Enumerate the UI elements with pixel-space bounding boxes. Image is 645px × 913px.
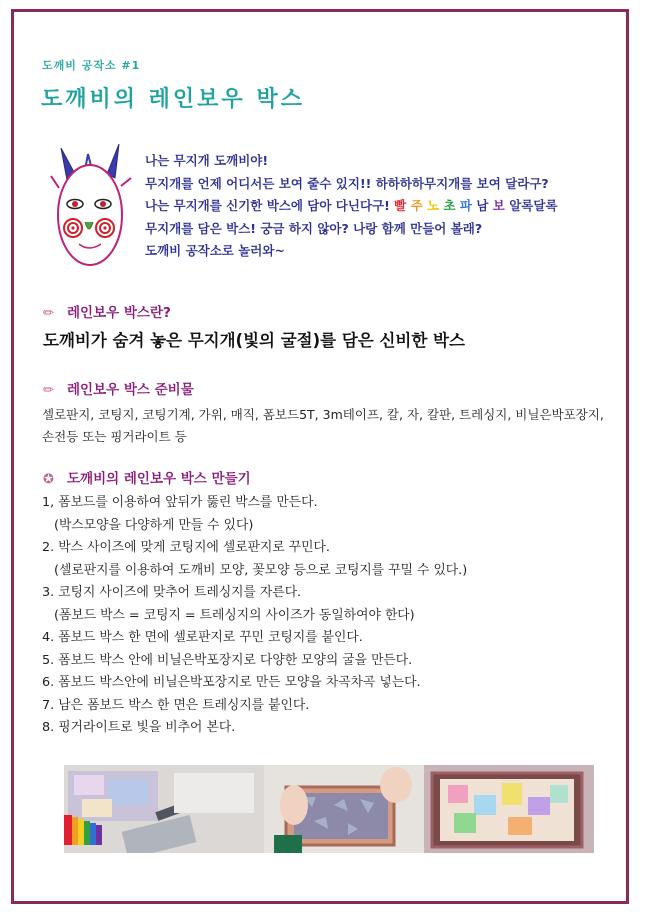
section-howto xyxy=(43,467,251,487)
step-5: 5. 폼보드 박스 안에 비닐은박포장지로 다양한 모양의 굴을 만든다. xyxy=(42,652,413,668)
intro-line-3-suffix: 알록달록 xyxy=(509,198,558,213)
star-icon: ✪ xyxy=(43,472,54,487)
intro-line-3-prefix: 나는 무지개를 신기한 박스에 담아 다닌다구! xyxy=(145,198,390,213)
photo-rainbow-box xyxy=(424,765,594,853)
section-what-is-heading: 레인보우 박스란? xyxy=(67,305,171,321)
intro-line-2: 무지개를 언제 어디서든 보여 줄수 있지!! 하하하하무지개를 보여 달라구? xyxy=(145,175,549,191)
materials-list: 셀로판지, 코팅지, 코팅기계, 가위, 매직, 폼보드5T, 3m테이프, 칼, 자, 칼판, 트레싱지, 비닐은박포장지, 손전등 또는 핑거라이트 등 xyxy=(42,407,604,444)
intro-line-1: 나는 무지개 도깨비야! xyxy=(145,153,269,168)
rainbow-5: 남 xyxy=(476,198,489,213)
section-materials-heading: 레인보우 박스 준비물 xyxy=(67,382,194,398)
pencil-icon: ✏ xyxy=(43,383,54,398)
dokkaebi-mask-illustration xyxy=(45,140,135,280)
section-howto-heading: 도깨비의 레인보우 박스 만들기 xyxy=(67,471,251,487)
step-6: 6. 폼보드 박스안에 비닐은박포장지로 만든 모양을 차곡차곡 넣는다. xyxy=(42,675,421,690)
rainbow-0: 빨 xyxy=(394,198,407,213)
page-title: 도깨비의 레인보우 박스 xyxy=(41,87,305,112)
step-2-note: (셀로판지를 이용하여 도깨비 모양, 꽃모양 등으로 코팅지를 꾸밀 수 있다.) xyxy=(54,562,468,578)
step-7: 7. 남은 폼보드 박스 한 면은 트레싱지를 붙인다. xyxy=(42,697,310,713)
step-4: 4. 폼보드 박스 한 면에 셀로판지로 꾸민 코팅지를 붙인다. xyxy=(42,630,363,645)
intro-line-4: 무지개를 담은 박스! 궁금 하지 않아? 나랑 함께 만들어 볼래? xyxy=(145,220,483,236)
step-1: 1, 폼보드를 이용하여 앞뒤가 뚫린 박스를 만든다. xyxy=(42,495,318,510)
photo-assembling xyxy=(264,765,424,853)
what-is-tagline: 도깨비가 숨겨 놓은 무지개(빛의 굴절)를 담은 신비한 박스 xyxy=(43,331,465,350)
step-1-note: (박스모양을 다양하게 만들 수 있다) xyxy=(54,517,254,533)
step-3: 3. 코팅지 사이즈에 맞추어 트레싱지를 자른다. xyxy=(42,585,302,600)
intro-text xyxy=(145,150,558,263)
intro-line-3 xyxy=(145,195,558,218)
step-2: 2. 박스 사이즈에 맞게 코팅지에 셀로판지로 꾸민다. xyxy=(42,540,330,555)
section-materials xyxy=(43,378,194,398)
intro-line-5: 도깨비 공작소로 놀러와~ xyxy=(145,243,285,258)
rainbow-1: 주 xyxy=(410,198,423,213)
rainbow-4: 파 xyxy=(459,198,472,213)
step-8: 8. 핑거라이트로 빛을 비추어 본다. xyxy=(42,720,236,735)
photo-materials xyxy=(64,765,264,853)
rainbow-6: 보 xyxy=(492,198,505,213)
section-what-is xyxy=(43,301,171,321)
step-3-note: (폼보드 박스 = 코팅지 = 트레싱지의 사이즈가 동일하여야 한다) xyxy=(54,607,415,623)
steps-list xyxy=(42,492,467,740)
rainbow-3: 초 xyxy=(443,198,456,213)
pencil-icon: ✏ xyxy=(43,306,54,321)
rainbow-2: 노 xyxy=(427,198,440,213)
process-photos xyxy=(64,765,594,853)
series-label: 도깨비 공작소 #1 xyxy=(42,59,141,72)
